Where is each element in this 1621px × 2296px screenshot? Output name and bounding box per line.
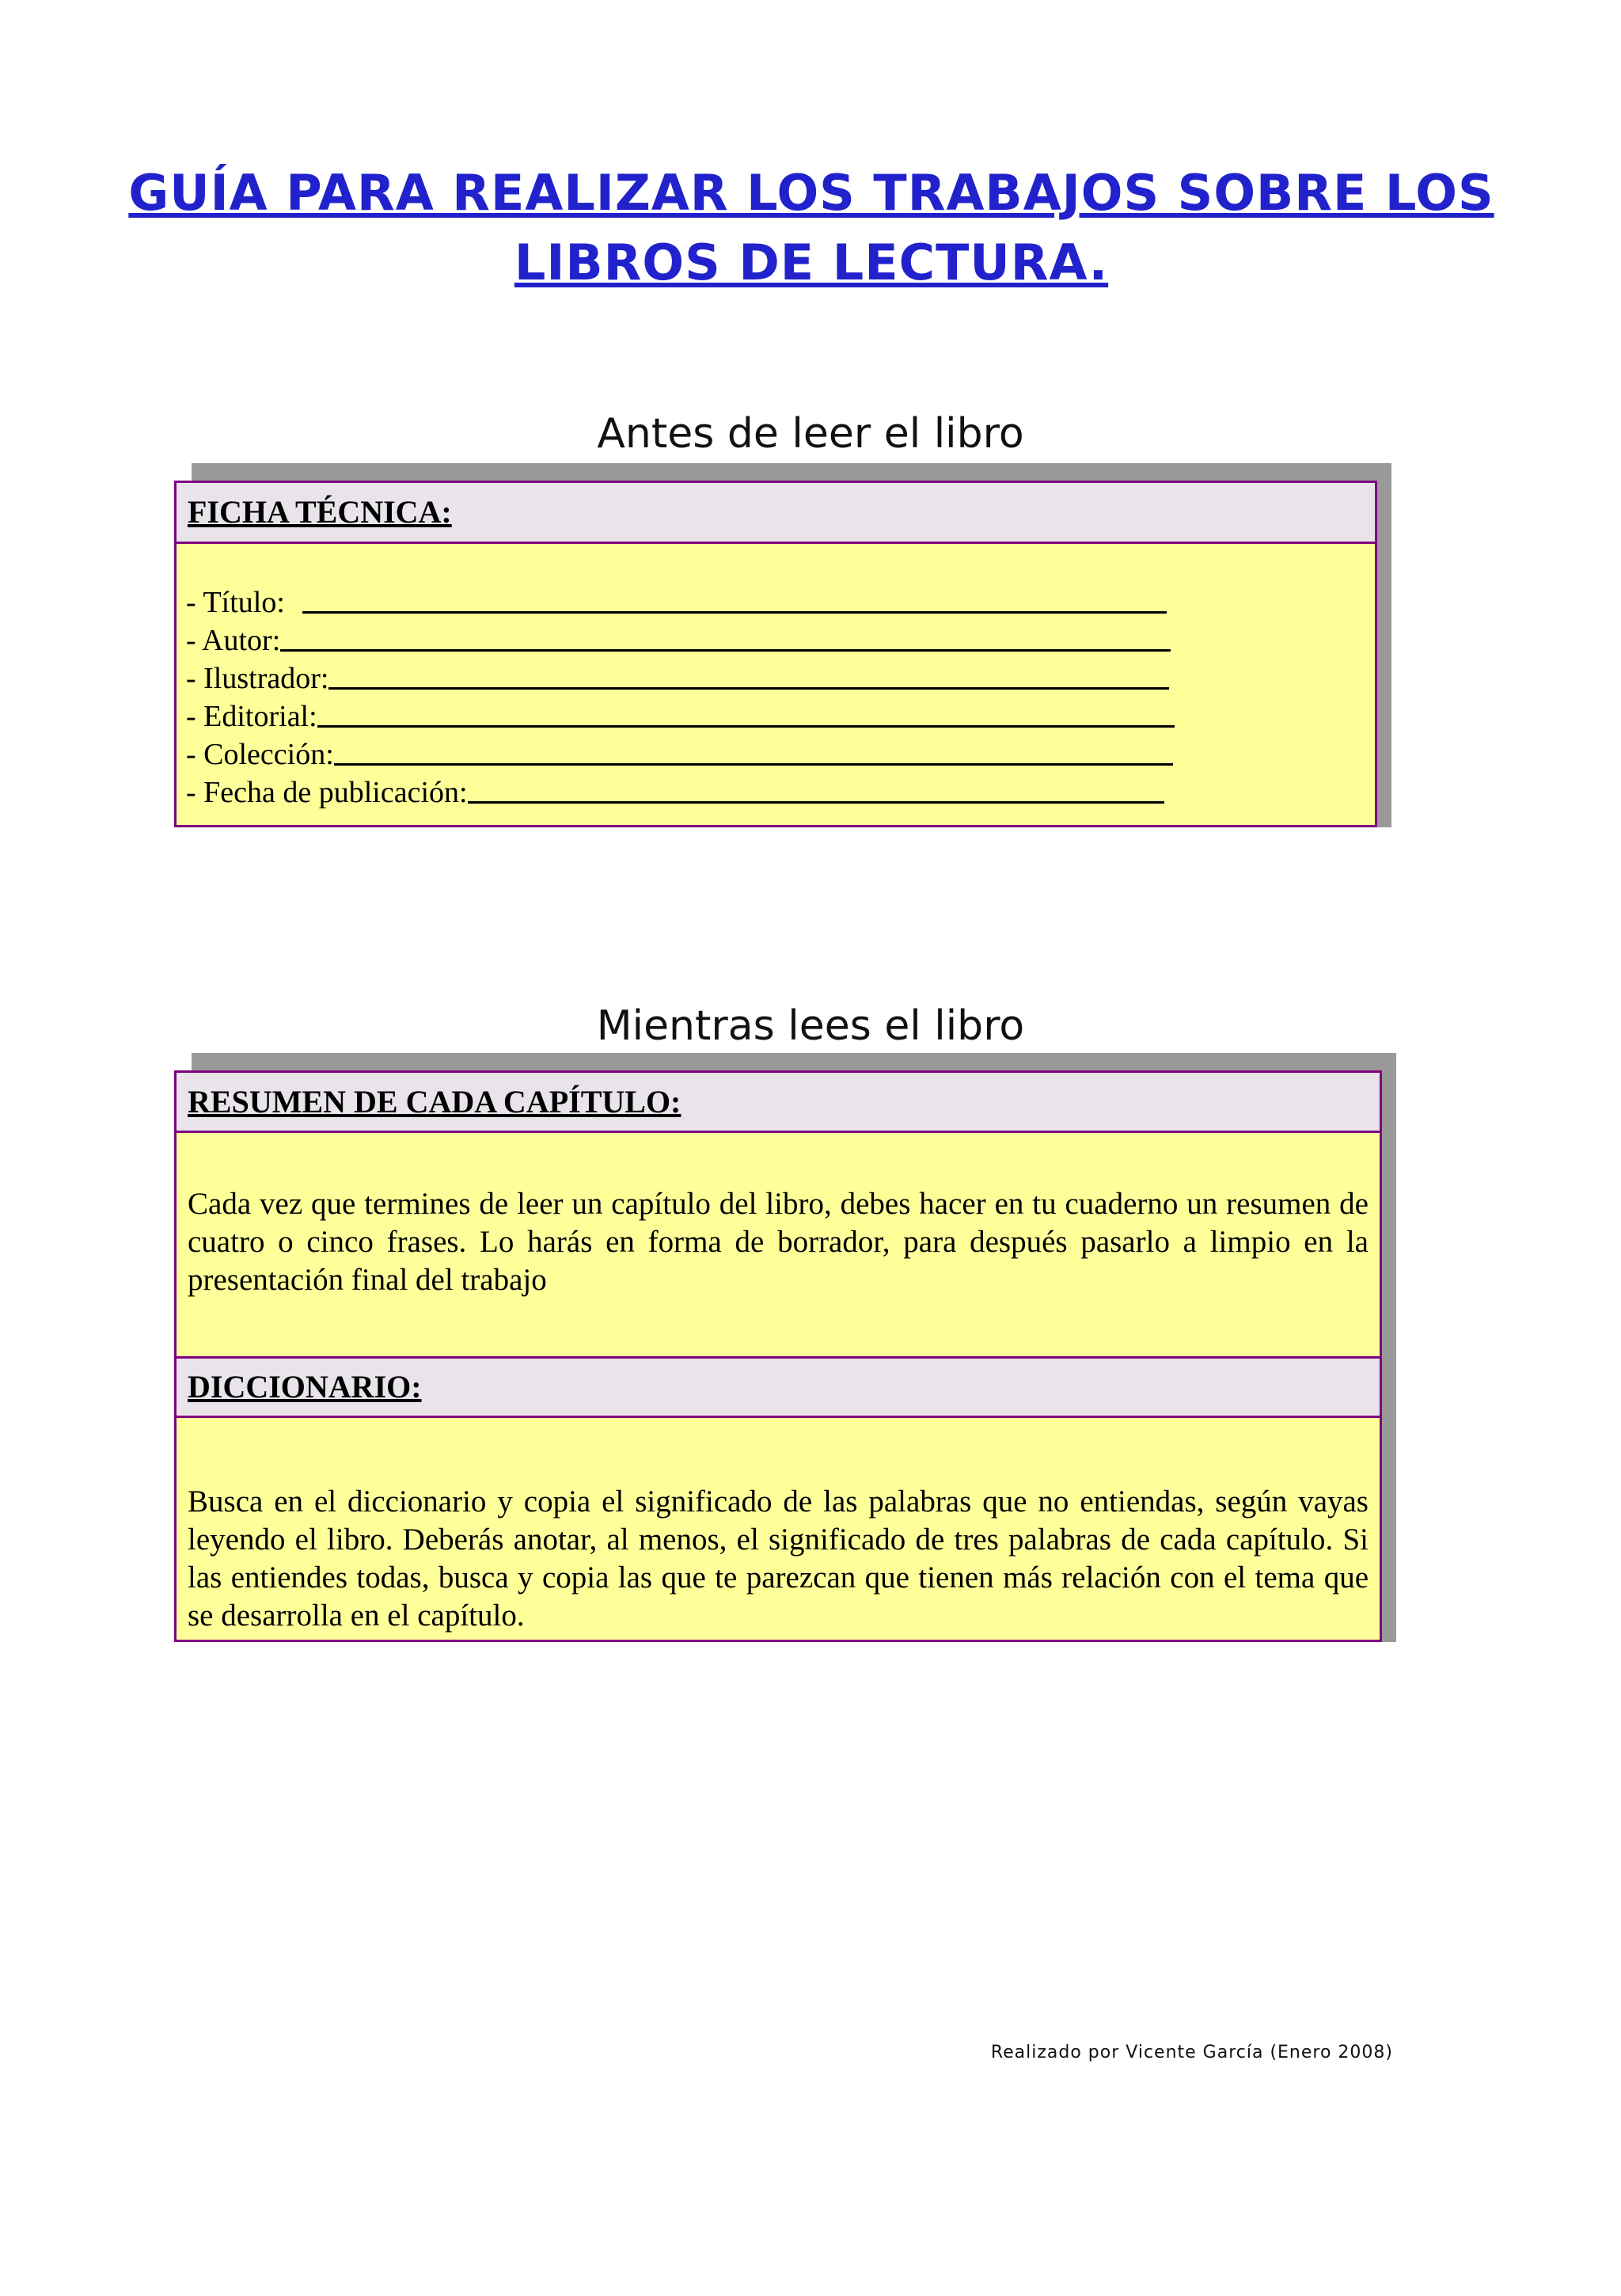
field-editorial-line	[317, 725, 1175, 728]
reading-tasks-box	[174, 1070, 1382, 1642]
diccionario-text: Busca en el diccionario y copia el significado de las palabras que no entiendas, según vayas leyendo el libro. Deberás anotar, al menos, el significado de tres palabras de cada capítulo. Si las entiendes todas, busca y copia las que te parezcan que tienen más relación con el tema que se desarrolla en el capítulo.	[188, 1484, 1369, 1633]
field-titulo-label: - Título:	[186, 586, 285, 619]
field-autor-label: - Autor:	[186, 624, 281, 657]
document-title	[119, 158, 1504, 298]
field-fecha-publicacion-line	[468, 801, 1164, 804]
field-fecha-publicacion	[177, 772, 1375, 810]
ficha-tecnica-header: FICHA TÉCNICA:	[177, 483, 1375, 544]
field-coleccion-label: - Colección:	[186, 738, 334, 771]
ficha-tecnica-box	[174, 481, 1377, 827]
field-titulo-line	[302, 611, 1167, 614]
resumen-text: Cada vez que termines de leer un capítulo del libro, debes hacer en tu cuaderno un resumen de cuatro o cinco frases. Lo harás en forma de borrador, para después pasarlo a limpio en la presentación final del trabajo	[188, 1187, 1369, 1297]
field-autor	[177, 620, 1375, 658]
document-title-line-1: GUÍA PARA REALIZAR LOS TRABAJOS SOBRE LOS	[128, 164, 1494, 222]
ficha-tecnica-card	[174, 463, 1391, 827]
reading-tasks-card	[174, 1053, 1396, 1642]
field-ilustrador	[177, 658, 1375, 696]
resumen-body	[177, 1133, 1380, 1356]
field-editorial-label: - Editorial:	[186, 700, 317, 733]
field-coleccion	[177, 734, 1375, 772]
field-coleccion-line	[334, 763, 1173, 766]
while-reading-heading: Mientras lees el libro	[596, 1002, 1025, 1050]
ficha-tecnica-fields	[177, 544, 1375, 810]
field-ilustrador-line	[328, 687, 1169, 690]
diccionario-body	[177, 1418, 1380, 1635]
before-reading-heading: Antes de leer el libro	[597, 410, 1024, 458]
field-titulo	[177, 582, 1375, 620]
field-editorial	[177, 696, 1375, 734]
field-autor-line	[280, 649, 1171, 652]
document-title-line-2: LIBROS DE LECTURA.	[514, 234, 1109, 291]
field-ilustrador-label: - Ilustrador:	[186, 662, 329, 695]
footer-credit: Realizado por Vicente García (Enero 2008)	[990, 2043, 1393, 2062]
resumen-header: RESUMEN DE CADA CAPÍTULO:	[177, 1073, 1380, 1133]
diccionario-header: DICCIONARIO:	[177, 1356, 1380, 1418]
field-fecha-publicacion-label: - Fecha de publicación:	[186, 776, 468, 809]
